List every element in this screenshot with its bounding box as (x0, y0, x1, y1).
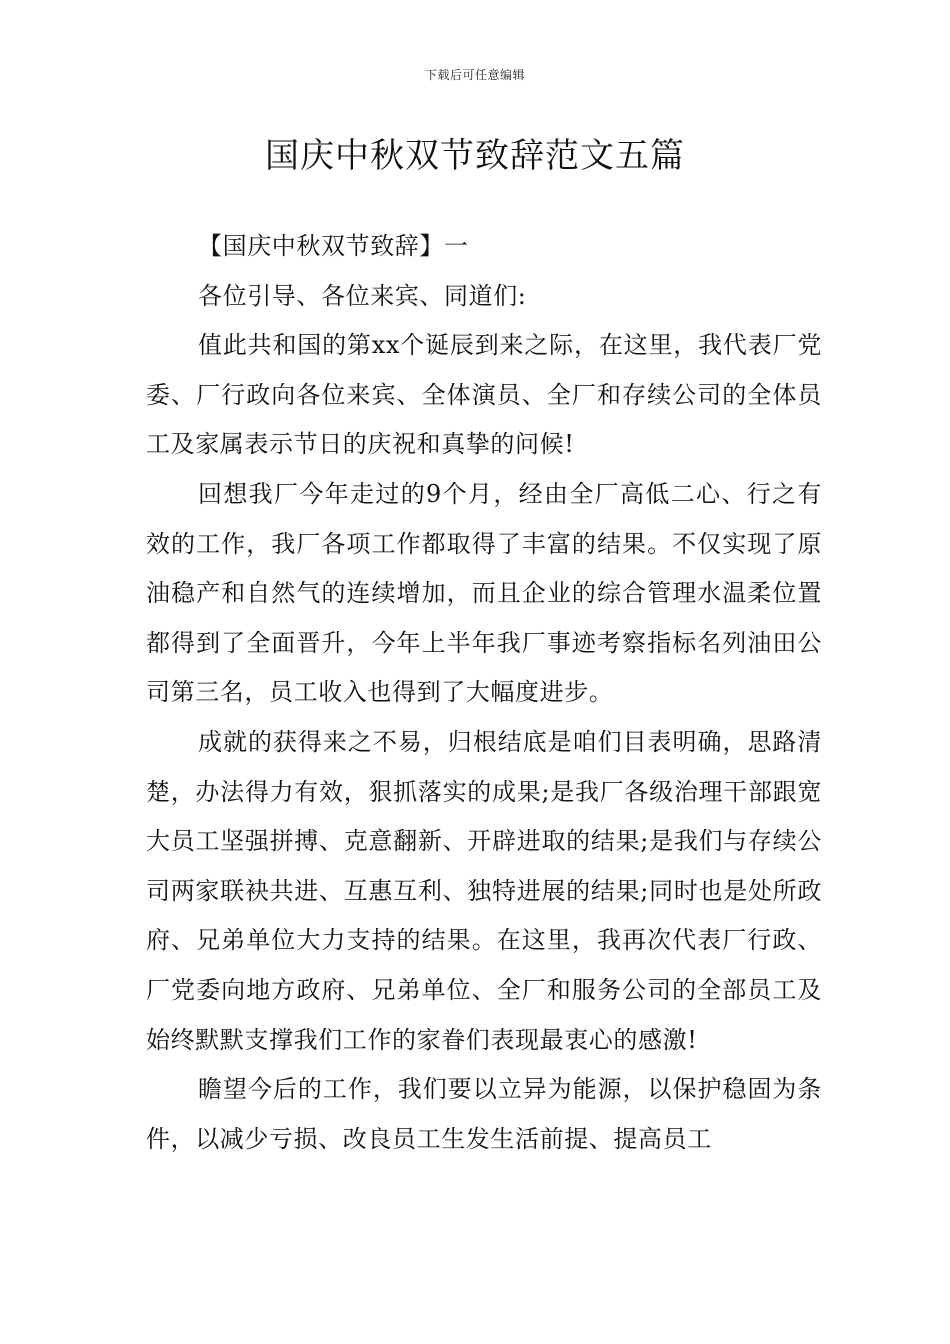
document-title: 国庆中秋双节致辞范文五篇 (265, 136, 685, 176)
greeting-line: 各位引导、各位来宾、同道们: (198, 281, 527, 310)
document-body (146, 222, 822, 1164)
header-note: 下载后可任意编辑 (424, 68, 525, 82)
paragraph-3: 成就的获得来之不易，归根结底是咱们目表明确，思路清楚，办法得力有效，狠抓落实的成果;是我厂各级治理干部跟宽大员工坚强拼搏、克意翻新、开辟进取的结果;是我们与存续公司两家联袂共进、互惠互利、独特进展的结果;同时也是处所政府、兄弟单位大力支持的结果。在这里，我再次代表厂行政、厂党委向地方政府、兄弟单位、全厂和服务公司的全部员工及始终默默支撑我们工作的家眷们表现最衷心的感激! (146, 727, 822, 1054)
paragraph-2: 回想我厂今年走过的9个月，经由全厂高低二心、行之有效的工作，我厂各项工作都取得了丰富的结果。不仅实现了原油稳产和自然气的连续增加，而且企业的综合管理水温柔位置都得到了全面晋升，今年上半年我厂事迹考察指标名列油田公司第三名，员工收入也得到了大幅度进步。 (146, 479, 822, 707)
section-heading: 【国庆中秋双节致辞】一 (198, 232, 469, 260)
paragraph-4: 瞻望今后的工作，我们要以立异为能源，以保护稳固为条件，以减少亏损、改良员工生发生活前提、提高员工 (146, 1075, 822, 1153)
paragraph-1: 值此共和国的第xx个诞辰到来之际，在这里，我代表厂党委、厂行政向各位来宾、全体演员、全厂和存续公司的全体员工及家属表示节日的庆祝和真挚的问候! (146, 331, 822, 459)
